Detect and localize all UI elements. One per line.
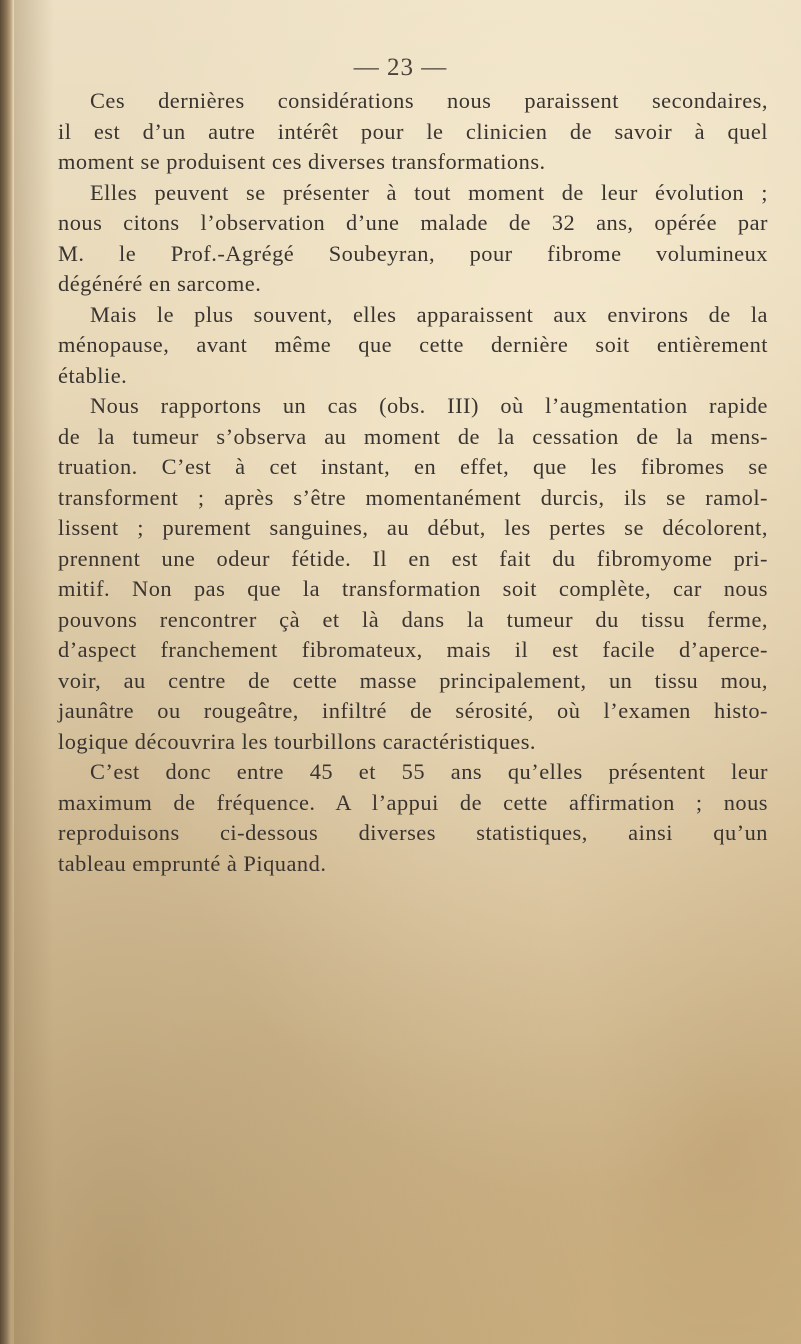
- text-line: C’est donc entre 45 et 55 ans qu’elles présentent leur: [90, 759, 768, 784]
- text-line: lissent ; purement sanguines, au début, les pertes se décolorent,: [58, 515, 768, 540]
- binding-gutter: [0, 0, 14, 1344]
- text-line: dégénéré en sarcome.: [58, 271, 262, 296]
- text-line: d’aspect franchement fibromateux, mais il est facile d’aperce-: [58, 637, 768, 662]
- text-line: établie.: [58, 362, 128, 388]
- text-line: ménopause, avant même que cette dernière soit entièrement: [58, 332, 768, 357]
- text-line: tableau emprunté à Piquand.: [58, 850, 327, 876]
- text-line: logique découvrira les tourbillons caractéristiques.: [58, 728, 537, 754]
- text-line: Elles peuvent se présenter à tout moment de leur évolution ;: [90, 179, 768, 205]
- text-line: nous citons l’observation d’une malade de 32 ans, opérée par: [58, 210, 768, 235]
- text-line: mitif. Non pas que la transformation soit complète, car nous: [58, 576, 768, 601]
- text-line: pouvons rencontrer çà et là dans la tumeur du tissu ferme,: [58, 606, 768, 632]
- text-line: de la tumeur s’observa au moment de la cessation de la mens-: [58, 423, 768, 449]
- text-line: Ces dernières considérations nous paraissent secondaires,: [90, 88, 768, 113]
- text-line: reproduisons ci-dessous diverses statistiques, ainsi qu’un: [58, 820, 768, 845]
- gutter-shadow: [14, 0, 54, 1344]
- text-line: jaunâtre ou rougeâtre, infiltré de sérosité, où l’examen histo-: [58, 698, 768, 723]
- text-line: truation. C’est à cet instant, en effet, que les fibromes se: [58, 454, 768, 479]
- text-line: Mais le plus souvent, elles apparaissent aux environs de la: [90, 301, 768, 327]
- text-line: prennent une odeur fétide. Il en est fait du fibromyome pri-: [58, 545, 768, 571]
- text-line: Nous rapportons un cas (obs. III) où l’augmentation rapide: [90, 393, 768, 418]
- text-line: maximum de fréquence. A l’appui de cette affirmation ; nous: [58, 789, 768, 815]
- text-line: voir, au centre de cette masse principalement, un tissu mou,: [58, 667, 768, 693]
- text-line: moment se produisent ces diverses transformations.: [58, 149, 546, 174]
- text-line: transforment ; après s’être momentanément durcis, ils se ramol-: [58, 484, 768, 510]
- page-body: [58, 86, 768, 879]
- text-line: il est d’un autre intérêt pour le clinicien de savoir à quel: [58, 118, 768, 144]
- text-line: M. le Prof.-Agrégé Soubeyran, pour fibrome volumineux: [58, 240, 768, 266]
- page-number: — 23 —: [353, 54, 448, 81]
